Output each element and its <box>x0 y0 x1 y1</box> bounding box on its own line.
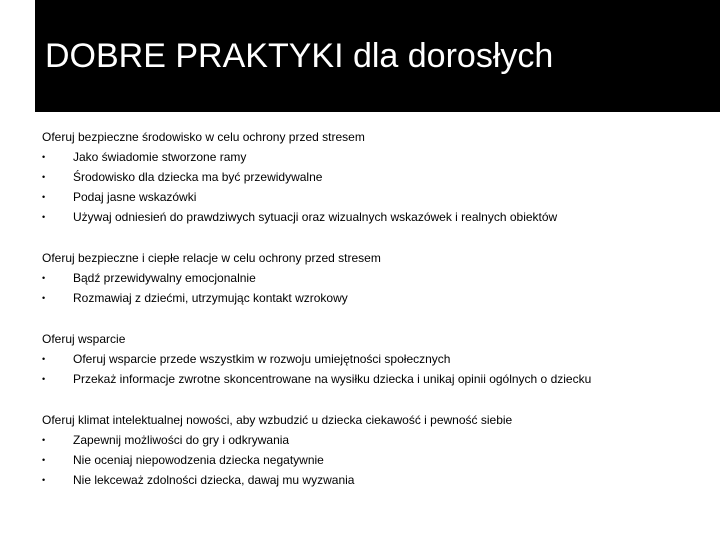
bullet-icon: • <box>42 152 46 162</box>
list-item-text: Zapewnij możliwości do gry i odkrywania <box>73 433 290 447</box>
list-item <box>42 268 712 288</box>
section-heading: Oferuj wsparcie <box>42 332 126 346</box>
bullet-icon: • <box>42 455 46 465</box>
bullet-list <box>42 268 712 308</box>
list-item <box>42 207 712 227</box>
section-support <box>42 329 712 389</box>
list-item <box>42 167 712 187</box>
bullet-icon: • <box>42 435 46 445</box>
section-intellectual-novelty <box>42 410 712 490</box>
list-item-text: Środowisko dla dziecka ma być przewidywalne <box>73 170 323 184</box>
bullet-icon: • <box>42 273 46 283</box>
bullet-icon: • <box>42 172 46 182</box>
list-item <box>42 369 712 389</box>
bullet-icon: • <box>42 374 46 384</box>
title-bar <box>35 0 720 112</box>
list-item-text: Bądź przewidywalny emocjonalnie <box>73 271 256 285</box>
bullet-icon: • <box>42 293 46 303</box>
list-item-text: Podaj jasne wskazówki <box>73 190 197 204</box>
list-item <box>42 470 712 490</box>
section-safe-environment <box>42 127 712 227</box>
slide-title: DOBRE PRAKTYKI dla dorosłych <box>45 37 554 75</box>
list-item-text: Przekaż informacje zwrotne skoncentrowane na wysiłku dziecka i unikaj opinii ogólnych o dziecku <box>73 372 592 386</box>
list-item <box>42 288 712 308</box>
bullet-list <box>42 349 712 389</box>
list-item <box>42 450 712 470</box>
list-item-text: Oferuj wsparcie przede wszystkim w rozwoju umiejętności społecznych <box>73 352 451 366</box>
bullet-icon: • <box>42 212 46 222</box>
list-item <box>42 187 712 207</box>
section-heading: Oferuj bezpieczne środowisko w celu ochrony przed stresem <box>42 130 365 144</box>
list-item-text: Rozmawiaj z dziećmi, utrzymując kontakt wzrokowy <box>73 291 348 305</box>
list-item-text: Nie oceniaj niepowodzenia dziecka negatywnie <box>73 453 324 467</box>
bullet-list <box>42 430 712 490</box>
section-heading: Oferuj klimat intelektualnej nowości, aby wzbudzić u dziecka ciekawość i pewność siebie <box>42 413 513 427</box>
bullet-icon: • <box>42 192 46 202</box>
section-heading: Oferuj bezpieczne i ciepłe relacje w celu ochrony przed stresem <box>42 251 381 265</box>
list-item-text: Jako świadomie stworzone ramy <box>73 150 247 164</box>
section-warm-relations <box>42 248 712 308</box>
list-item-text: Nie lekceważ zdolności dziecka, dawaj mu wyzwania <box>73 473 355 487</box>
bullet-icon: • <box>42 475 46 485</box>
list-item <box>42 349 712 369</box>
list-item-text: Używaj odniesień do prawdziwych sytuacji oraz wizualnych wskazówek i realnych obiektów <box>73 210 558 224</box>
list-item <box>42 147 712 167</box>
bullet-icon: • <box>42 354 46 364</box>
bullet-list <box>42 147 712 227</box>
slide-content <box>42 127 712 511</box>
list-item <box>42 430 712 450</box>
